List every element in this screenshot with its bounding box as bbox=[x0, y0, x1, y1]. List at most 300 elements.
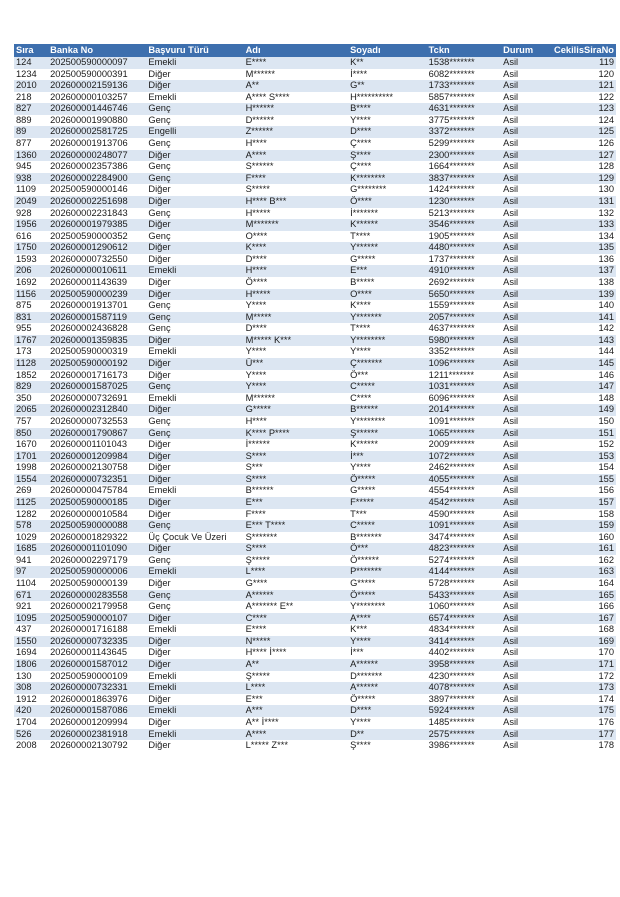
banka-no-cell: 202600001979385 bbox=[48, 219, 146, 231]
banka-no-cell: 202500590000185 bbox=[48, 497, 146, 509]
sira-cell: 1701 bbox=[14, 451, 48, 463]
table-row bbox=[14, 694, 616, 706]
cekilis-sira-no-cell: 161 bbox=[548, 543, 616, 555]
banka-no-cell: 202600002130792 bbox=[48, 740, 146, 752]
banka-no-cell: 202600002251698 bbox=[48, 196, 146, 208]
tckn-cell: 2692******* bbox=[427, 277, 501, 289]
tckn-cell: 1538******* bbox=[427, 57, 501, 69]
basvuru-turu-cell: Genç bbox=[146, 555, 243, 567]
table-row bbox=[14, 439, 616, 451]
cekilis-sira-no-cell: 134 bbox=[548, 231, 616, 243]
soyadi-cell: Y****** bbox=[348, 242, 427, 254]
soyadi-cell: G***** bbox=[348, 578, 427, 590]
adi-cell: H**** bbox=[244, 265, 348, 277]
basvuru-turu-cell: Genç bbox=[146, 590, 243, 602]
table-row bbox=[14, 428, 616, 440]
soyadi-cell: B******* bbox=[348, 532, 427, 544]
durum-cell: Asil bbox=[501, 543, 548, 555]
durum-cell: Asil bbox=[501, 659, 548, 671]
cekilis-sira-no-cell: 127 bbox=[548, 150, 616, 162]
table-row bbox=[14, 613, 616, 625]
banka-no-cell: 202600001913706 bbox=[48, 138, 146, 150]
cekilis-sira-no-cell: 172 bbox=[548, 671, 616, 683]
soyadi-cell: İ******* bbox=[348, 208, 427, 220]
tckn-cell: 5980******* bbox=[427, 335, 501, 347]
cekilis-sira-no-cell: 152 bbox=[548, 439, 616, 451]
tckn-cell: 4834******* bbox=[427, 624, 501, 636]
cekilis-sira-no-cell: 149 bbox=[548, 404, 616, 416]
sira-cell: 1998 bbox=[14, 462, 48, 474]
soyadi-cell: K******** bbox=[348, 173, 427, 185]
durum-cell: Asil bbox=[501, 474, 548, 486]
table-row bbox=[14, 404, 616, 416]
banka-no-cell: 202500590000006 bbox=[48, 566, 146, 578]
sira-cell: 955 bbox=[14, 323, 48, 335]
soyadi-cell: Y**** bbox=[348, 462, 427, 474]
adi-cell: S*** bbox=[244, 462, 348, 474]
adi-cell: Y**** bbox=[244, 346, 348, 358]
tckn-cell: 5728******* bbox=[427, 578, 501, 590]
soyadi-cell: T**** bbox=[348, 323, 427, 335]
adi-cell: L**** bbox=[244, 682, 348, 694]
tckn-cell: 3958******* bbox=[427, 659, 501, 671]
basvuru-turu-cell: Diğer bbox=[146, 509, 243, 521]
durum-cell: Asil bbox=[501, 601, 548, 613]
cekilis-sira-no-cell: 130 bbox=[548, 184, 616, 196]
durum-cell: Asil bbox=[501, 184, 548, 196]
banka-no-cell: 202600000732550 bbox=[48, 254, 146, 266]
table-row bbox=[14, 103, 616, 115]
table-row bbox=[14, 289, 616, 301]
adi-cell: C**** bbox=[244, 613, 348, 625]
table-row bbox=[14, 520, 616, 532]
table-row bbox=[14, 451, 616, 463]
durum-cell: Asil bbox=[501, 300, 548, 312]
cekilis-sira-no-cell: 142 bbox=[548, 323, 616, 335]
banka-no-cell: 202600002231843 bbox=[48, 208, 146, 220]
cekilis-sira-no-cell: 165 bbox=[548, 590, 616, 602]
soyadi-cell: H********** bbox=[348, 92, 427, 104]
soyadi-cell: İ*** bbox=[348, 451, 427, 463]
tckn-cell: 3775******* bbox=[427, 115, 501, 127]
tckn-cell: 5857******* bbox=[427, 92, 501, 104]
soyadi-cell: E*** bbox=[348, 265, 427, 277]
banka-no-cell: 202600001587012 bbox=[48, 659, 146, 671]
durum-cell: Asil bbox=[501, 717, 548, 729]
sira-cell: 2049 bbox=[14, 196, 48, 208]
cekilis-sira-no-cell: 173 bbox=[548, 682, 616, 694]
basvuru-turu-cell: Diğer bbox=[146, 254, 243, 266]
table-row bbox=[14, 566, 616, 578]
table-row bbox=[14, 57, 616, 69]
cekilis-sira-no-cell: 168 bbox=[548, 624, 616, 636]
tckn-cell: 1031******* bbox=[427, 381, 501, 393]
cekilis-sira-no-cell: 171 bbox=[548, 659, 616, 671]
banka-no-cell: 202600002312840 bbox=[48, 404, 146, 416]
durum-cell: Asil bbox=[501, 416, 548, 428]
sira-cell: 1029 bbox=[14, 532, 48, 544]
banka-no-cell: 202600001359835 bbox=[48, 335, 146, 347]
soyadi-cell: Ö***** bbox=[348, 694, 427, 706]
soyadi-cell: P******* bbox=[348, 566, 427, 578]
adi-cell: E**** bbox=[244, 624, 348, 636]
cekilis-sira-no-cell: 138 bbox=[548, 277, 616, 289]
cekilis-sira-no-cell: 120 bbox=[548, 69, 616, 81]
basvuru-turu-cell: Emekli bbox=[146, 265, 243, 277]
sira-cell: 308 bbox=[14, 682, 48, 694]
basvuru-turu-cell: Emekli bbox=[146, 92, 243, 104]
table-row bbox=[14, 590, 616, 602]
tckn-cell: 1424******* bbox=[427, 184, 501, 196]
table-row bbox=[14, 636, 616, 648]
tckn-cell: 2462******* bbox=[427, 462, 501, 474]
basvuru-turu-cell: Diğer bbox=[146, 289, 243, 301]
cekilis-sira-no-cell: 151 bbox=[548, 428, 616, 440]
tckn-cell: 4823******* bbox=[427, 543, 501, 555]
banka-no-cell: 202600002381918 bbox=[48, 729, 146, 741]
adi-cell: A** bbox=[244, 80, 348, 92]
soyadi-cell: Y******* bbox=[348, 312, 427, 324]
basvuru-turu-cell: Genç bbox=[146, 323, 243, 335]
table-row bbox=[14, 717, 616, 729]
banka-no-cell: 202600001587086 bbox=[48, 705, 146, 717]
durum-cell: Asil bbox=[501, 126, 548, 138]
tckn-cell: 2057******* bbox=[427, 312, 501, 324]
tckn-cell: 4910******* bbox=[427, 265, 501, 277]
cekilis-sira-no-cell: 135 bbox=[548, 242, 616, 254]
adi-cell: Ü*** bbox=[244, 358, 348, 370]
tckn-cell: 4230******* bbox=[427, 671, 501, 683]
soyadi-cell: Ö****** bbox=[348, 555, 427, 567]
durum-cell: Asil bbox=[501, 509, 548, 521]
table-row bbox=[14, 323, 616, 335]
tckn-cell: 6096******* bbox=[427, 393, 501, 405]
durum-cell: Asil bbox=[501, 115, 548, 127]
adi-cell: B****** bbox=[244, 485, 348, 497]
adi-cell: A****** bbox=[244, 590, 348, 602]
banka-no-cell: 202600001716173 bbox=[48, 370, 146, 382]
cekilis-sira-no-cell: 148 bbox=[548, 393, 616, 405]
durum-cell: Asil bbox=[501, 231, 548, 243]
tckn-cell: 3837******* bbox=[427, 173, 501, 185]
table-row bbox=[14, 254, 616, 266]
durum-cell: Asil bbox=[501, 92, 548, 104]
basvuru-turu-cell: Diğer bbox=[146, 497, 243, 509]
banka-no-cell: 202600000283558 bbox=[48, 590, 146, 602]
durum-cell: Asil bbox=[501, 485, 548, 497]
soyadi-cell: Ö*** bbox=[348, 370, 427, 382]
banka-no-cell: 202500590000319 bbox=[48, 346, 146, 358]
tckn-cell: 2300******* bbox=[427, 150, 501, 162]
cekilis-sira-no-cell: 153 bbox=[548, 451, 616, 463]
basvuru-turu-cell: Genç bbox=[146, 138, 243, 150]
sira-cell: 616 bbox=[14, 231, 48, 243]
table-row bbox=[14, 647, 616, 659]
basvuru-turu-cell: Genç bbox=[146, 231, 243, 243]
tckn-cell: 1664******* bbox=[427, 161, 501, 173]
sira-cell: 2010 bbox=[14, 80, 48, 92]
durum-cell: Asil bbox=[501, 682, 548, 694]
tckn-cell: 3414******* bbox=[427, 636, 501, 648]
header-basvuru-turu: Başvuru Türü bbox=[146, 44, 243, 57]
results-table bbox=[14, 44, 616, 752]
durum-cell: Asil bbox=[501, 370, 548, 382]
durum-cell: Asil bbox=[501, 393, 548, 405]
banka-no-cell: 202600002581725 bbox=[48, 126, 146, 138]
banka-no-cell: 202500590000352 bbox=[48, 231, 146, 243]
table-row bbox=[14, 682, 616, 694]
soyadi-cell: A****** bbox=[348, 659, 427, 671]
basvuru-turu-cell: Emekli bbox=[146, 485, 243, 497]
table-row bbox=[14, 219, 616, 231]
sira-cell: 945 bbox=[14, 161, 48, 173]
header-row bbox=[14, 44, 616, 57]
table-row bbox=[14, 138, 616, 150]
adi-cell: E*** T**** bbox=[244, 520, 348, 532]
tckn-cell: 1905******* bbox=[427, 231, 501, 243]
soyadi-cell: Ö***** bbox=[348, 590, 427, 602]
basvuru-turu-cell: Diğer bbox=[146, 439, 243, 451]
tckn-cell: 4055******* bbox=[427, 474, 501, 486]
banka-no-cell: 202600001990880 bbox=[48, 115, 146, 127]
table-row bbox=[14, 740, 616, 752]
banka-no-cell: 202600000010584 bbox=[48, 509, 146, 521]
adi-cell: H****** bbox=[244, 103, 348, 115]
soyadi-cell: İ**** bbox=[348, 69, 427, 81]
tckn-cell: 3352******* bbox=[427, 346, 501, 358]
banka-no-cell: 202500590000088 bbox=[48, 520, 146, 532]
soyadi-cell: G** bbox=[348, 80, 427, 92]
sira-cell: 889 bbox=[14, 115, 48, 127]
table-body bbox=[14, 57, 616, 752]
sira-cell: 269 bbox=[14, 485, 48, 497]
adi-cell: K**** bbox=[244, 242, 348, 254]
cekilis-sira-no-cell: 176 bbox=[548, 717, 616, 729]
banka-no-cell: 202600001101090 bbox=[48, 543, 146, 555]
header-soyadi: Soyadı bbox=[348, 44, 427, 57]
table-row bbox=[14, 485, 616, 497]
durum-cell: Asil bbox=[501, 346, 548, 358]
adi-cell: O**** bbox=[244, 231, 348, 243]
tckn-cell: 4078******* bbox=[427, 682, 501, 694]
soyadi-cell: Ç**** bbox=[348, 161, 427, 173]
sira-cell: 877 bbox=[14, 138, 48, 150]
tckn-cell: 5299******* bbox=[427, 138, 501, 150]
adi-cell: A*** bbox=[244, 705, 348, 717]
tckn-cell: 4542******* bbox=[427, 497, 501, 509]
basvuru-turu-cell: Diğer bbox=[146, 404, 243, 416]
banka-no-cell: 202600001446746 bbox=[48, 103, 146, 115]
soyadi-cell: G***** bbox=[348, 254, 427, 266]
soyadi-cell: B***** bbox=[348, 277, 427, 289]
durum-cell: Asil bbox=[501, 578, 548, 590]
cekilis-sira-no-cell: 146 bbox=[548, 370, 616, 382]
sira-cell: 1806 bbox=[14, 659, 48, 671]
basvuru-turu-cell: Diğer bbox=[146, 543, 243, 555]
soyadi-cell: Ş**** bbox=[348, 740, 427, 752]
table-row bbox=[14, 729, 616, 741]
table-row bbox=[14, 705, 616, 717]
banka-no-cell: 202600000732553 bbox=[48, 416, 146, 428]
adi-cell: H**** bbox=[244, 138, 348, 150]
adi-cell: A** bbox=[244, 659, 348, 671]
durum-cell: Asil bbox=[501, 150, 548, 162]
basvuru-turu-cell: Genç bbox=[146, 103, 243, 115]
sira-cell: 827 bbox=[14, 103, 48, 115]
basvuru-turu-cell: Emekli bbox=[146, 57, 243, 69]
cekilis-sira-no-cell: 129 bbox=[548, 173, 616, 185]
cekilis-sira-no-cell: 124 bbox=[548, 115, 616, 127]
soyadi-cell: D**** bbox=[348, 126, 427, 138]
adi-cell: S**** bbox=[244, 474, 348, 486]
tckn-cell: 4480******* bbox=[427, 242, 501, 254]
banka-no-cell: 202600000248077 bbox=[48, 150, 146, 162]
soyadi-cell: Ö**** bbox=[348, 196, 427, 208]
banka-no-cell: 202600000732335 bbox=[48, 636, 146, 648]
adi-cell: Ş***** bbox=[244, 671, 348, 683]
table-row bbox=[14, 578, 616, 590]
adi-cell: E*** bbox=[244, 497, 348, 509]
adi-cell: F**** bbox=[244, 509, 348, 521]
sira-cell: 97 bbox=[14, 566, 48, 578]
cekilis-sira-no-cell: 128 bbox=[548, 161, 616, 173]
banka-no-cell: 202600002284900 bbox=[48, 173, 146, 185]
tckn-cell: 4631******* bbox=[427, 103, 501, 115]
sira-cell: 921 bbox=[14, 601, 48, 613]
soyadi-cell: D******* bbox=[348, 671, 427, 683]
soyadi-cell: Y**** bbox=[348, 636, 427, 648]
table-row bbox=[14, 358, 616, 370]
basvuru-turu-cell: Emekli bbox=[146, 566, 243, 578]
header-sira: Sıra bbox=[14, 44, 48, 57]
cekilis-sira-no-cell: 157 bbox=[548, 497, 616, 509]
sira-cell: 671 bbox=[14, 590, 48, 602]
table-row bbox=[14, 69, 616, 81]
banka-no-cell: 202600001790867 bbox=[48, 428, 146, 440]
sira-cell: 420 bbox=[14, 705, 48, 717]
basvuru-turu-cell: Üç Çocuk Ve Üzeri bbox=[146, 532, 243, 544]
tckn-cell: 3474******* bbox=[427, 532, 501, 544]
basvuru-turu-cell: Genç bbox=[146, 520, 243, 532]
table-row bbox=[14, 416, 616, 428]
cekilis-sira-no-cell: 139 bbox=[548, 289, 616, 301]
sira-cell: 829 bbox=[14, 381, 48, 393]
adi-cell: L***** Z*** bbox=[244, 740, 348, 752]
basvuru-turu-cell: Diğer bbox=[146, 717, 243, 729]
sira-cell: 831 bbox=[14, 312, 48, 324]
banka-no-cell: 202500590000146 bbox=[48, 184, 146, 196]
adi-cell: H***** bbox=[244, 289, 348, 301]
sira-cell: 757 bbox=[14, 416, 48, 428]
sira-cell: 1593 bbox=[14, 254, 48, 266]
cekilis-sira-no-cell: 144 bbox=[548, 346, 616, 358]
soyadi-cell: K****** bbox=[348, 439, 427, 451]
tckn-cell: 1230******* bbox=[427, 196, 501, 208]
sira-cell: 1360 bbox=[14, 150, 48, 162]
banka-no-cell: 202600001863976 bbox=[48, 694, 146, 706]
soyadi-cell: Y******** bbox=[348, 416, 427, 428]
adi-cell: İ****** bbox=[244, 439, 348, 451]
table-row bbox=[14, 393, 616, 405]
table-row bbox=[14, 462, 616, 474]
tckn-cell: 3546******* bbox=[427, 219, 501, 231]
soyadi-cell: Y**** bbox=[348, 346, 427, 358]
adi-cell: F**** bbox=[244, 173, 348, 185]
table-row bbox=[14, 543, 616, 555]
basvuru-turu-cell: Diğer bbox=[146, 80, 243, 92]
table-row bbox=[14, 80, 616, 92]
adi-cell: L**** bbox=[244, 566, 348, 578]
durum-cell: Asil bbox=[501, 636, 548, 648]
banka-no-cell: 202600001143639 bbox=[48, 277, 146, 289]
table-row bbox=[14, 208, 616, 220]
basvuru-turu-cell: Emekli bbox=[146, 705, 243, 717]
tckn-cell: 3372******* bbox=[427, 126, 501, 138]
tckn-cell: 6574******* bbox=[427, 613, 501, 625]
cekilis-sira-no-cell: 125 bbox=[548, 126, 616, 138]
table-row bbox=[14, 242, 616, 254]
cekilis-sira-no-cell: 164 bbox=[548, 578, 616, 590]
basvuru-turu-cell: Diğer bbox=[146, 184, 243, 196]
banka-no-cell: 202500590000391 bbox=[48, 69, 146, 81]
basvuru-turu-cell: Diğer bbox=[146, 462, 243, 474]
banka-no-cell: 202600001101043 bbox=[48, 439, 146, 451]
soyadi-cell: K****** bbox=[348, 219, 427, 231]
table-row bbox=[14, 231, 616, 243]
banka-no-cell: 202600001913701 bbox=[48, 300, 146, 312]
cekilis-sira-no-cell: 131 bbox=[548, 196, 616, 208]
soyadi-cell: C***** bbox=[348, 520, 427, 532]
basvuru-turu-cell: Genç bbox=[146, 428, 243, 440]
adi-cell: H**** İ**** bbox=[244, 647, 348, 659]
tckn-cell: 1091******* bbox=[427, 416, 501, 428]
tckn-cell: 4144******* bbox=[427, 566, 501, 578]
durum-cell: Asil bbox=[501, 451, 548, 463]
durum-cell: Asil bbox=[501, 358, 548, 370]
cekilis-sira-no-cell: 133 bbox=[548, 219, 616, 231]
durum-cell: Asil bbox=[501, 69, 548, 81]
tckn-cell: 1065******* bbox=[427, 428, 501, 440]
tckn-cell: 4402******* bbox=[427, 647, 501, 659]
durum-cell: Asil bbox=[501, 57, 548, 69]
durum-cell: Asil bbox=[501, 312, 548, 324]
tckn-cell: 5924******* bbox=[427, 705, 501, 717]
cekilis-sira-no-cell: 137 bbox=[548, 265, 616, 277]
durum-cell: Asil bbox=[501, 80, 548, 92]
table-row bbox=[14, 346, 616, 358]
cekilis-sira-no-cell: 178 bbox=[548, 740, 616, 752]
durum-cell: Asil bbox=[501, 242, 548, 254]
sira-cell: 1282 bbox=[14, 509, 48, 521]
sira-cell: 1104 bbox=[14, 578, 48, 590]
sira-cell: 1125 bbox=[14, 497, 48, 509]
tckn-cell: 2009******* bbox=[427, 439, 501, 451]
adi-cell: S****** bbox=[244, 161, 348, 173]
basvuru-turu-cell: Diğer bbox=[146, 242, 243, 254]
durum-cell: Asil bbox=[501, 647, 548, 659]
durum-cell: Asil bbox=[501, 381, 548, 393]
banka-no-cell: 202600001587119 bbox=[48, 312, 146, 324]
durum-cell: Asil bbox=[501, 520, 548, 532]
durum-cell: Asil bbox=[501, 705, 548, 717]
adi-cell: Y**** bbox=[244, 370, 348, 382]
tckn-cell: 1733******* bbox=[427, 80, 501, 92]
banka-no-cell: 202600000103257 bbox=[48, 92, 146, 104]
adi-cell: H**** B*** bbox=[244, 196, 348, 208]
table-row bbox=[14, 173, 616, 185]
banka-no-cell: 202600000732351 bbox=[48, 474, 146, 486]
cekilis-sira-no-cell: 158 bbox=[548, 509, 616, 521]
